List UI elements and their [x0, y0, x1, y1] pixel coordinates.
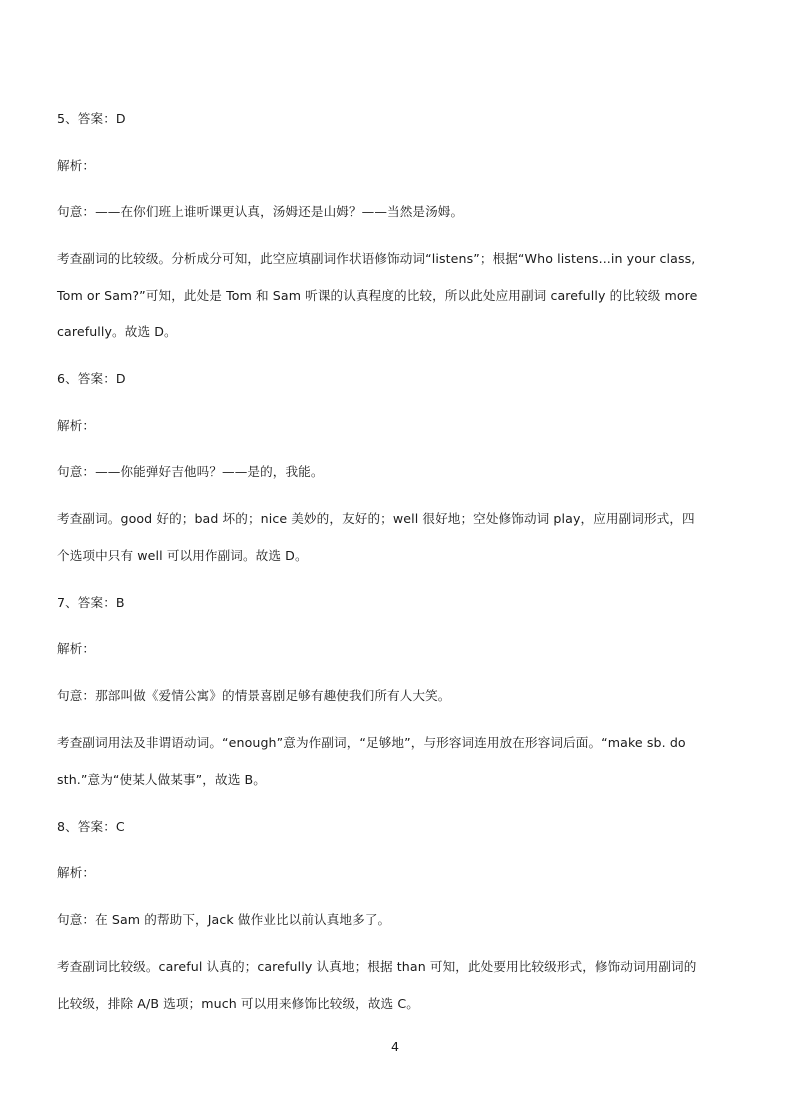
explanation-line: carefully。故选 D。	[57, 324, 177, 339]
explanation-line: 个选项中只有 well 可以用作副词。故选 D。	[57, 548, 308, 563]
answer-line: 7、答案：B	[57, 595, 125, 610]
answer-line: 8、答案：C	[57, 819, 125, 834]
analysis-label: 解析：	[57, 158, 96, 173]
explanation-line: 考查副词比较级。careful 认真的；carefully 认真地；根据 than 可知，此处要用比较级形式，修饰动词用副词的	[57, 959, 697, 974]
analysis-label: 解析：	[57, 418, 96, 433]
translation-line: 句意：那部叫做《爱情公寓》的情景喜剧足够有趣使我们所有人大笑。	[57, 688, 451, 703]
explanation-line: 考查副词。good 好的；bad 坏的；nice 美妙的，友好的；well 很好地；空处修饰动词 play，应用副词形式，四	[57, 511, 695, 526]
explanation-line: 考查副词的比较级。分析成分可知，此空应填副词作状语修饰动词“listens”；根据“Who listens...in your class,	[57, 251, 696, 266]
analysis-label: 解析：	[57, 865, 96, 880]
explanation-line: sth.”意为“使某人做某事”，故选 B。	[57, 772, 266, 787]
page-number: 4	[390, 1039, 399, 1054]
analysis-label: 解析：	[57, 641, 96, 656]
translation-line: 句意：——在你们班上谁听课更认真，汤姆还是山姆？——当然是汤姆。	[57, 204, 464, 219]
explanation-line: 比较级，排除 A/B 选项；much 可以用来修饰比较级，故选 C。	[57, 996, 419, 1011]
answer-line: 5、答案：D	[57, 111, 126, 126]
explanation-line: 考查副词用法及非谓语动词。“enough”意为作副词，“足够地”，与形容词连用放在形容词后面。“make sb. do	[57, 735, 686, 750]
translation-line: 句意：在 Sam 的帮助下，Jack 做作业比以前认真地多了。	[57, 912, 391, 927]
explanation-line: Tom or Sam?”可知，此处是 Tom 和 Sam 听课的认真程度的比较，所以此处应用副词 carefully 的比较级 more	[57, 288, 698, 303]
translation-line: 句意：——你能弹好吉他吗？——是的，我能。	[57, 464, 324, 479]
answer-line: 6、答案：D	[57, 371, 126, 386]
